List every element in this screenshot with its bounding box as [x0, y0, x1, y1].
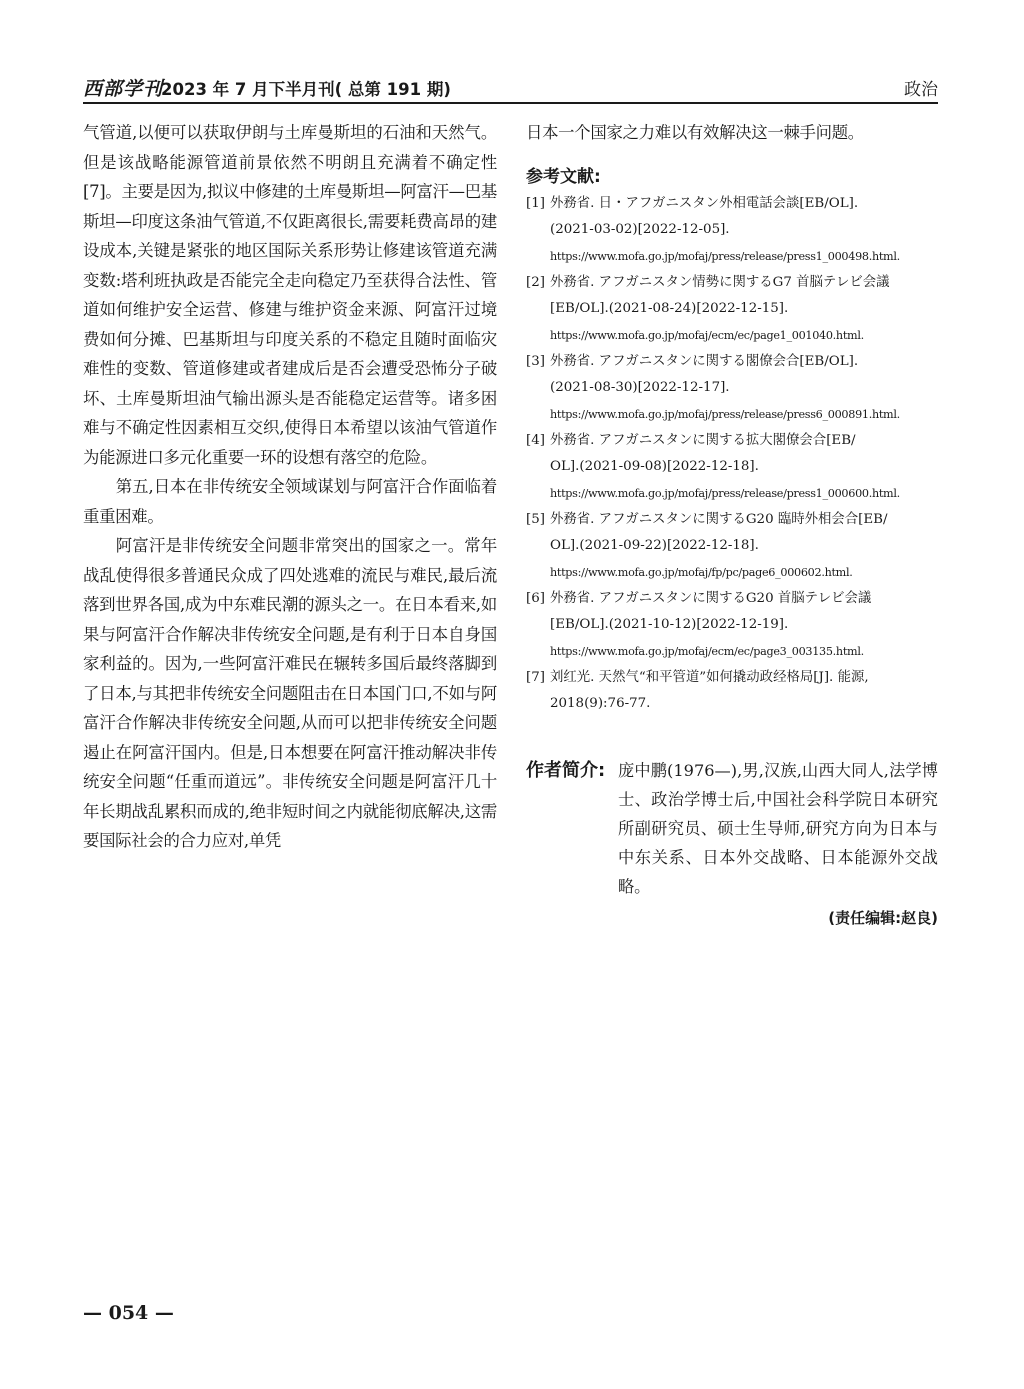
reference-date: OL].(2021-09-22)[2022-12-18].: [550, 538, 759, 553]
reference-text: 外務省. アフガニスタンに関するG20 臨時外相会合[EB/: [550, 511, 888, 527]
reference-text: 外務省. アフガニスタンに関するG20 首脳テレビ会議: [550, 590, 872, 606]
reference-item: [526, 428, 938, 507]
reference-date: (2021-03-02)[2022-12-05].: [550, 222, 730, 237]
references-list: [526, 191, 938, 718]
reference-text: 外務省. アフガニスタン情勢に関するG7 首脳テレビ会議: [550, 274, 890, 290]
editor-note: (责任编辑:赵良): [828, 908, 938, 927]
reference-number: [1]: [526, 195, 545, 211]
reference-item: [526, 665, 938, 718]
author-bio: [526, 756, 938, 901]
reference-item: [526, 586, 938, 665]
reference-url: https://www.mofa.go.jp/mofaj/press/release/press6_000891.html.: [550, 407, 900, 421]
reference-url: https://www.mofa.go.jp/mofaj/ecm/ec/page1_001040.html.: [550, 328, 864, 342]
author-bio-text: 庞中鹏(1976—),男,汉族,山西大同人,法学博士、政治学博士后,中国社会科学院日本研究所副研究员、硕士生导师,研究方向为日本与中东关系、日本外交战略、日本能源外交战略。: [618, 760, 938, 896]
reference-item: [526, 349, 938, 428]
reference-text: 外務省. アフガニスタンに関する閣僚会合[EB/OL].: [550, 353, 859, 369]
reference-number: [6]: [526, 590, 545, 606]
reference-number: [3]: [526, 353, 545, 369]
body-paragraph: 阿富汗是非传统安全问题非常突出的国家之一。常年战乱使得很多普通民众成了四处逃难的流民与难民,最后流落到世界各国,成为中东难民潮的源头之一。在日本看来,如果与阿富汗合作解决非传统安全问题,是有利于日本自身国家利益的。因为,一些阿富汗难民在辗转多国后最终落脚到了日本,与其把非传统安全问题阻击在日本国门口,不如与阿富汗合作解决非传统安全问题,从而可以把非传统安全问题遏止在阿富汗国内。但是,日本想要在阿富汗推动解决非传统安全问题“任重而道远”。非传统安全问题是阿富汗几十年长期战乱累积而成的,绝非短时间之内就能彻底解决,这需要国际社会的合力应对,单凭: [83, 536, 497, 850]
body-paragraph: 第五,日本在非传统安全领域谋划与阿富汗合作面临着重重困难。: [83, 477, 497, 526]
running-header: [83, 72, 938, 104]
reference-date: 2018(9):76-77.: [550, 696, 651, 711]
page-number: — 054 —: [83, 1302, 174, 1324]
body-paragraph: 气管道,以便可以获取伊朗与土库曼斯坦的石油和天然气。但是该战略能源管道前景依然不明朗且充满着不确定性[7]。主要是因为,拟议中修建的土库曼斯坦—阿富汗—巴基斯坦—印度这条油气管道,不仅距离很长,需要耗费高昂的建设成本,关键是紧张的地区国际关系形势让修建该管道充满变数:塔利班执政是否能完全走向稳定乃至获得合法性、管道如何维护安全运营、修建与维护资金来源、阿富汗过境费如何分摊、巴基斯坦与印度关系的不稳定且随时面临灾难性的变数、管道修建或者建成后是否会遭受恐怖分子破坏、土库曼斯坦油气输出源头是否能稳定运营等。诸多困难与不确定性因素相互交织,使得日本希望以该油气管道作为能源进口多元化重要一环的设想有落空的危险。: [83, 123, 497, 467]
body-paragraph: 日本一个国家之力难以有效解决这一棘手问题。: [526, 123, 864, 142]
right-column: [526, 118, 938, 928]
reference-date: [EB/OL].(2021-08-24)[2022-12-15].: [550, 301, 789, 316]
reference-number: [5]: [526, 511, 545, 527]
reference-url: https://www.mofa.go.jp/mofaj/ecm/ec/page3_003135.html.: [550, 644, 864, 658]
reference-url: https://www.mofa.go.jp/mofaj/fp/pc/page6_000602.html.: [550, 565, 853, 579]
reference-text: 外務省. アフガニスタンに関する拡大閣僚会合[EB/: [550, 432, 856, 448]
reference-number: [4]: [526, 432, 545, 448]
reference-number: [7]: [526, 669, 545, 685]
section-title: 政治: [904, 80, 938, 100]
author-bio-label: 作者简介:: [526, 759, 606, 781]
reference-date: (2021-08-30)[2022-12-17].: [550, 380, 730, 395]
issue-info: 2023 年 7 月下半月刊( 总第 191 期): [161, 80, 451, 99]
reference-text: 外務省. 日・アフガニスタン外相電話会談[EB/OL].: [550, 195, 859, 211]
reference-url: https://www.mofa.go.jp/mofaj/press/release/press1_000498.html.: [550, 249, 900, 263]
reference-text: 刘红光. 天然气“和平管道”如何撬动政经格局[J]. 能源,: [550, 669, 869, 685]
left-column: [83, 118, 497, 856]
reference-date: OL].(2021-09-08)[2022-12-18].: [550, 459, 759, 474]
reference-item: [526, 191, 938, 270]
reference-number: [2]: [526, 274, 545, 290]
journal-logo: 西部学刊: [83, 78, 164, 100]
reference-date: [EB/OL].(2021-10-12)[2022-12-19].: [550, 617, 789, 632]
reference-item: [526, 270, 938, 349]
reference-item: [526, 507, 938, 586]
references-heading: 参考文献:: [526, 166, 601, 187]
reference-url: https://www.mofa.go.jp/mofaj/press/release/press1_000600.html.: [550, 486, 900, 500]
